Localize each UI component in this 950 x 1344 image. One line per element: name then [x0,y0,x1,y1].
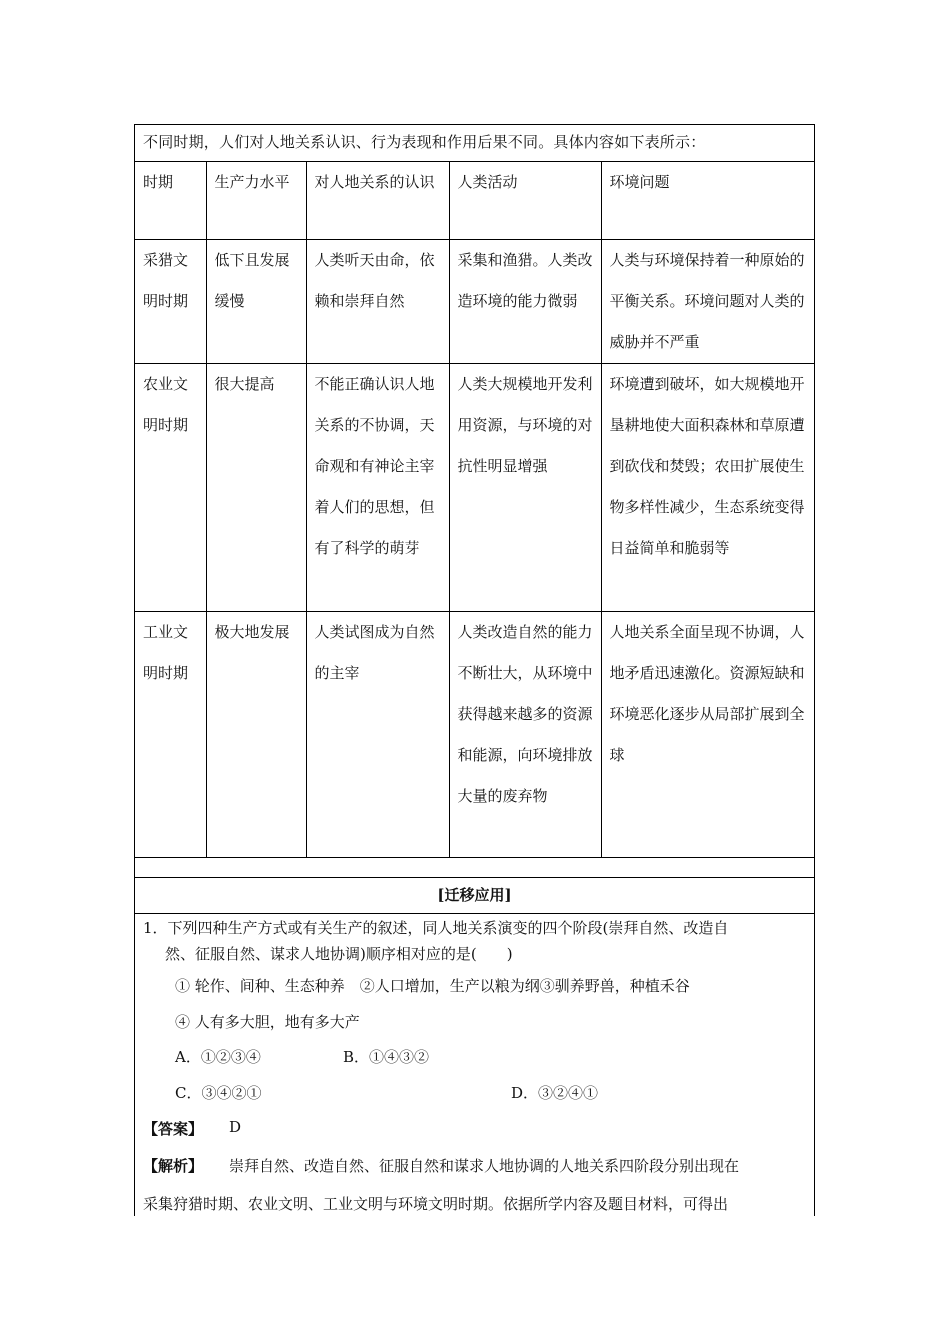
table-cell: 人类改造自然的能力不断壮大，从环境中获得越来越多的资源和能源，向环境排放大量的废弃物 [449,612,601,858]
table-cell: 人类大规模地开发利用资源，与环境的对抗性明显增强 [449,364,601,612]
header-cell: 环境问题 [601,162,814,240]
option-b: B．①④③② [343,1048,430,1066]
table-cell: 人类听天由命，依赖和崇拜自然 [306,240,449,364]
table-row [135,364,814,612]
table-cell: 环境遭到破坏，如大规模地开垦耕地使大面积森林和草原遭到砍伐和焚毁；农田扩展使生物多样性减少，生态系统变得日益简单和脆弱等 [601,364,814,612]
divider [135,913,814,914]
option-c: C．③④②① [175,1084,262,1102]
table-row [135,240,814,364]
table-cell: 采集和渔猎。人类改造环境的能力微弱 [449,240,601,364]
option-d: D．③②④① [511,1084,599,1102]
table-cell: 极大地发展 [206,612,306,858]
table-cell: 工业文明时期 [135,612,206,858]
answer-value: D [229,1118,242,1136]
table-row [135,612,814,858]
divider [135,877,814,878]
analysis-line-1: 崇拜自然、改造自然、征服自然和谋求人地协调的人地关系四阶段分别出现在 [229,1157,740,1175]
header-cell: 时期 [135,162,206,240]
document-frame [134,124,815,1216]
analysis-label: 【解析】 [143,1157,204,1175]
section-title: [迁移应用] [437,886,512,904]
answer-label: 【答案】 [143,1120,204,1138]
table-cell: 不能正确认识人地关系的不协调，天命观和有神论主宰着人们的思想，但有了科学的萌芽 [306,364,449,612]
option-a: A．①②③④ [175,1048,261,1066]
question-items-line-2: ④ 人有多大胆，地有多大产 [175,1013,360,1031]
human-land-relation-table [135,161,814,858]
question-stem-line-1: 1．下列四种生产方式或有关生产的叙述，同人地关系演变的四个阶段(崇拜自然、改造自 [143,919,729,937]
header-cell: 对人地关系的认识 [306,162,449,240]
table-cell: 低下且发展缓慢 [206,240,306,364]
question-stem-line-2: 然、征服自然、谋求人地协调)顺序相对应的是( ) [165,945,513,963]
table-cell: 很大提高 [206,364,306,612]
header-cell: 人类活动 [449,162,601,240]
analysis-line-2: 采集狩猎时期、农业文明、工业文明与环境文明时期。依据所学内容及题目材料，可得出 [143,1195,729,1213]
table-cell: 人类与环境保持着一种原始的平衡关系。环境问题对人类的威胁并不严重 [601,240,814,364]
table-cell: 人地关系全面呈现不协调，人地矛盾迅速激化。资源短缺和环境恶化逐步从局部扩展到全球 [601,612,814,858]
header-cell: 生产力水平 [206,162,306,240]
table-cell: 人类试图成为自然的主宰 [306,612,449,858]
intro-text: 不同时期，人们对人地关系认识、行为表现和作用后果不同。具体内容如下表所示： [143,133,706,151]
table-cell: 采猎文明时期 [135,240,206,364]
table-cell: 农业文明时期 [135,364,206,612]
question-items-line-1: ① 轮作、间种、生态种养 ②人口增加，生产以粮为纲③驯养野兽，种植禾谷 [175,977,690,995]
table-header-row [135,162,814,240]
